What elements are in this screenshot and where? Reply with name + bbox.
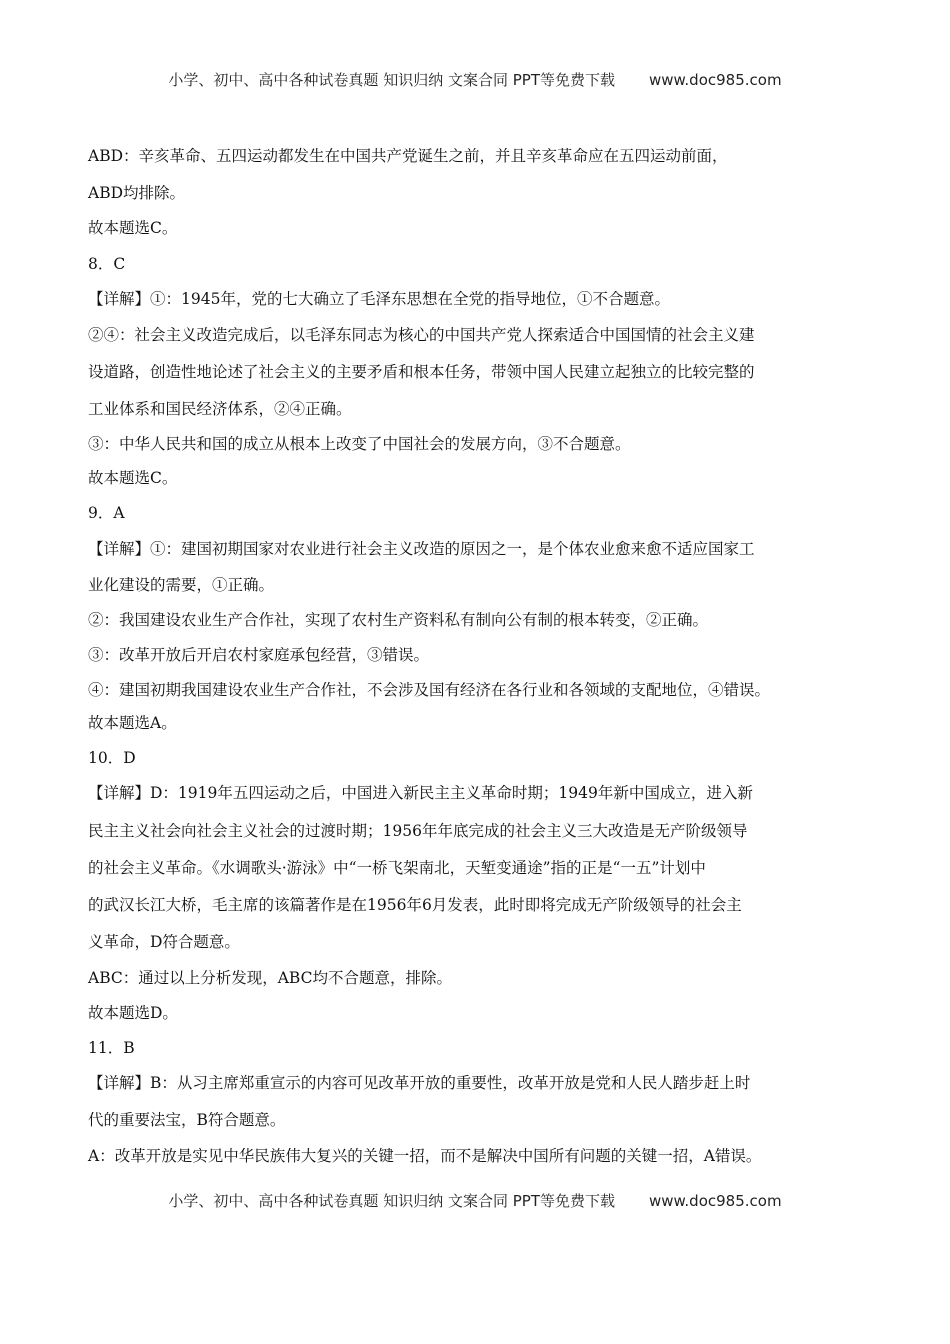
text-line: 故本题选C。 bbox=[88, 469, 178, 487]
text-line: ABC：通过以上分析发现，ABC均不合题意，排除。 bbox=[88, 969, 452, 987]
text-line: 故本题选D。 bbox=[88, 1004, 178, 1022]
text-line: 【详解】①：建国初期国家对农业进行社会主义改造的原因之一，是个体农业愈来愈不适应国家工 bbox=[88, 540, 755, 558]
question-number: 11．B bbox=[88, 1039, 135, 1057]
text-line: 的武汉长江大桥，毛主席的该篇著作是在1956年6月发表，此时即将完成无产阶级领导的社会主 bbox=[88, 896, 742, 914]
text-line: 民主主义社会向社会主义社会的过渡时期；1956年年底完成的社会主义三大改造是无产阶级领导 bbox=[88, 822, 748, 840]
text-line: ③：改革开放后开启农村家庭承包经营，③错误。 bbox=[88, 646, 430, 664]
text-line: ABD均排除。 bbox=[88, 184, 186, 202]
text-line: 【详解】D：1919年五四运动之后，中国进入新民主主义革命时期；1949年新中国成立，进入新 bbox=[88, 784, 753, 802]
text-line: ②④：社会主义改造完成后，以毛泽东同志为核心的中国共产党人探索适合中国国情的社会主义建 bbox=[88, 326, 755, 344]
text-line: 工业体系和国民经济体系，②④正确。 bbox=[88, 400, 352, 418]
header-text: 小学、初中、高中各种试卷真题 知识归纳 文案合同 PPT等免费下载 bbox=[168, 71, 615, 89]
page-header bbox=[0, 69, 950, 90]
page-footer bbox=[0, 1190, 950, 1211]
text-line: 代的重要法宝，B符合题意。 bbox=[88, 1111, 286, 1129]
text-line: 【详解】B：从习主席郑重宣示的内容可见改革开放的重要性，改革开放是党和人民人踏步赶上时 bbox=[88, 1074, 751, 1092]
question-number: 9．A bbox=[88, 504, 125, 522]
question-number: 8．C bbox=[88, 255, 126, 273]
text-line: 业化建设的需要，①正确。 bbox=[88, 576, 275, 594]
text-line: A：改革开放是实见中华民族伟大复兴的关键一招，而不是解决中国所有问题的关键一招，A错误。 bbox=[88, 1147, 762, 1165]
header-site: www.doc985.com bbox=[648, 71, 782, 89]
text-line: 设道路，创造性地论述了社会主义的主要矛盾和根本任务，带领中国人民建立起独立的比较完整的 bbox=[88, 363, 755, 381]
text-line: ④：建国初期我国建设农业生产合作社，不会涉及国有经济在各行业和各领域的支配地位，④错误。 bbox=[88, 681, 771, 699]
text-line: ③：中华人民共和国的成立从根本上改变了中国社会的发展方向，③不合题意。 bbox=[88, 435, 631, 453]
text-line: 的社会主义革命。《水调歌头·游泳》中“一桥飞架南北，天堑变通途”指的正是“一五”计划中 bbox=[88, 859, 706, 877]
footer-site: www.doc985.com bbox=[648, 1192, 782, 1210]
text-line: 故本题选A。 bbox=[88, 714, 177, 732]
question-number: 10．D bbox=[88, 749, 136, 767]
text-line: ②：我国建设农业生产合作社，实现了农村生产资料私有制向公有制的根本转变，②正确。 bbox=[88, 611, 709, 629]
text-line: ABD：辛亥革命、五四运动都发生在中国共产党诞生之前，并且辛亥革命应在五四运动前面， bbox=[88, 147, 728, 165]
footer-text: 小学、初中、高中各种试卷真题 知识归纳 文案合同 PPT等免费下载 bbox=[168, 1192, 615, 1210]
text-line: 义革命，D符合题意。 bbox=[88, 933, 240, 951]
text-line: 故本题选C。 bbox=[88, 219, 178, 237]
text-line: 【详解】①：1945年，党的七大确立了毛泽东思想在全党的指导地位，①不合题意。 bbox=[88, 290, 670, 308]
